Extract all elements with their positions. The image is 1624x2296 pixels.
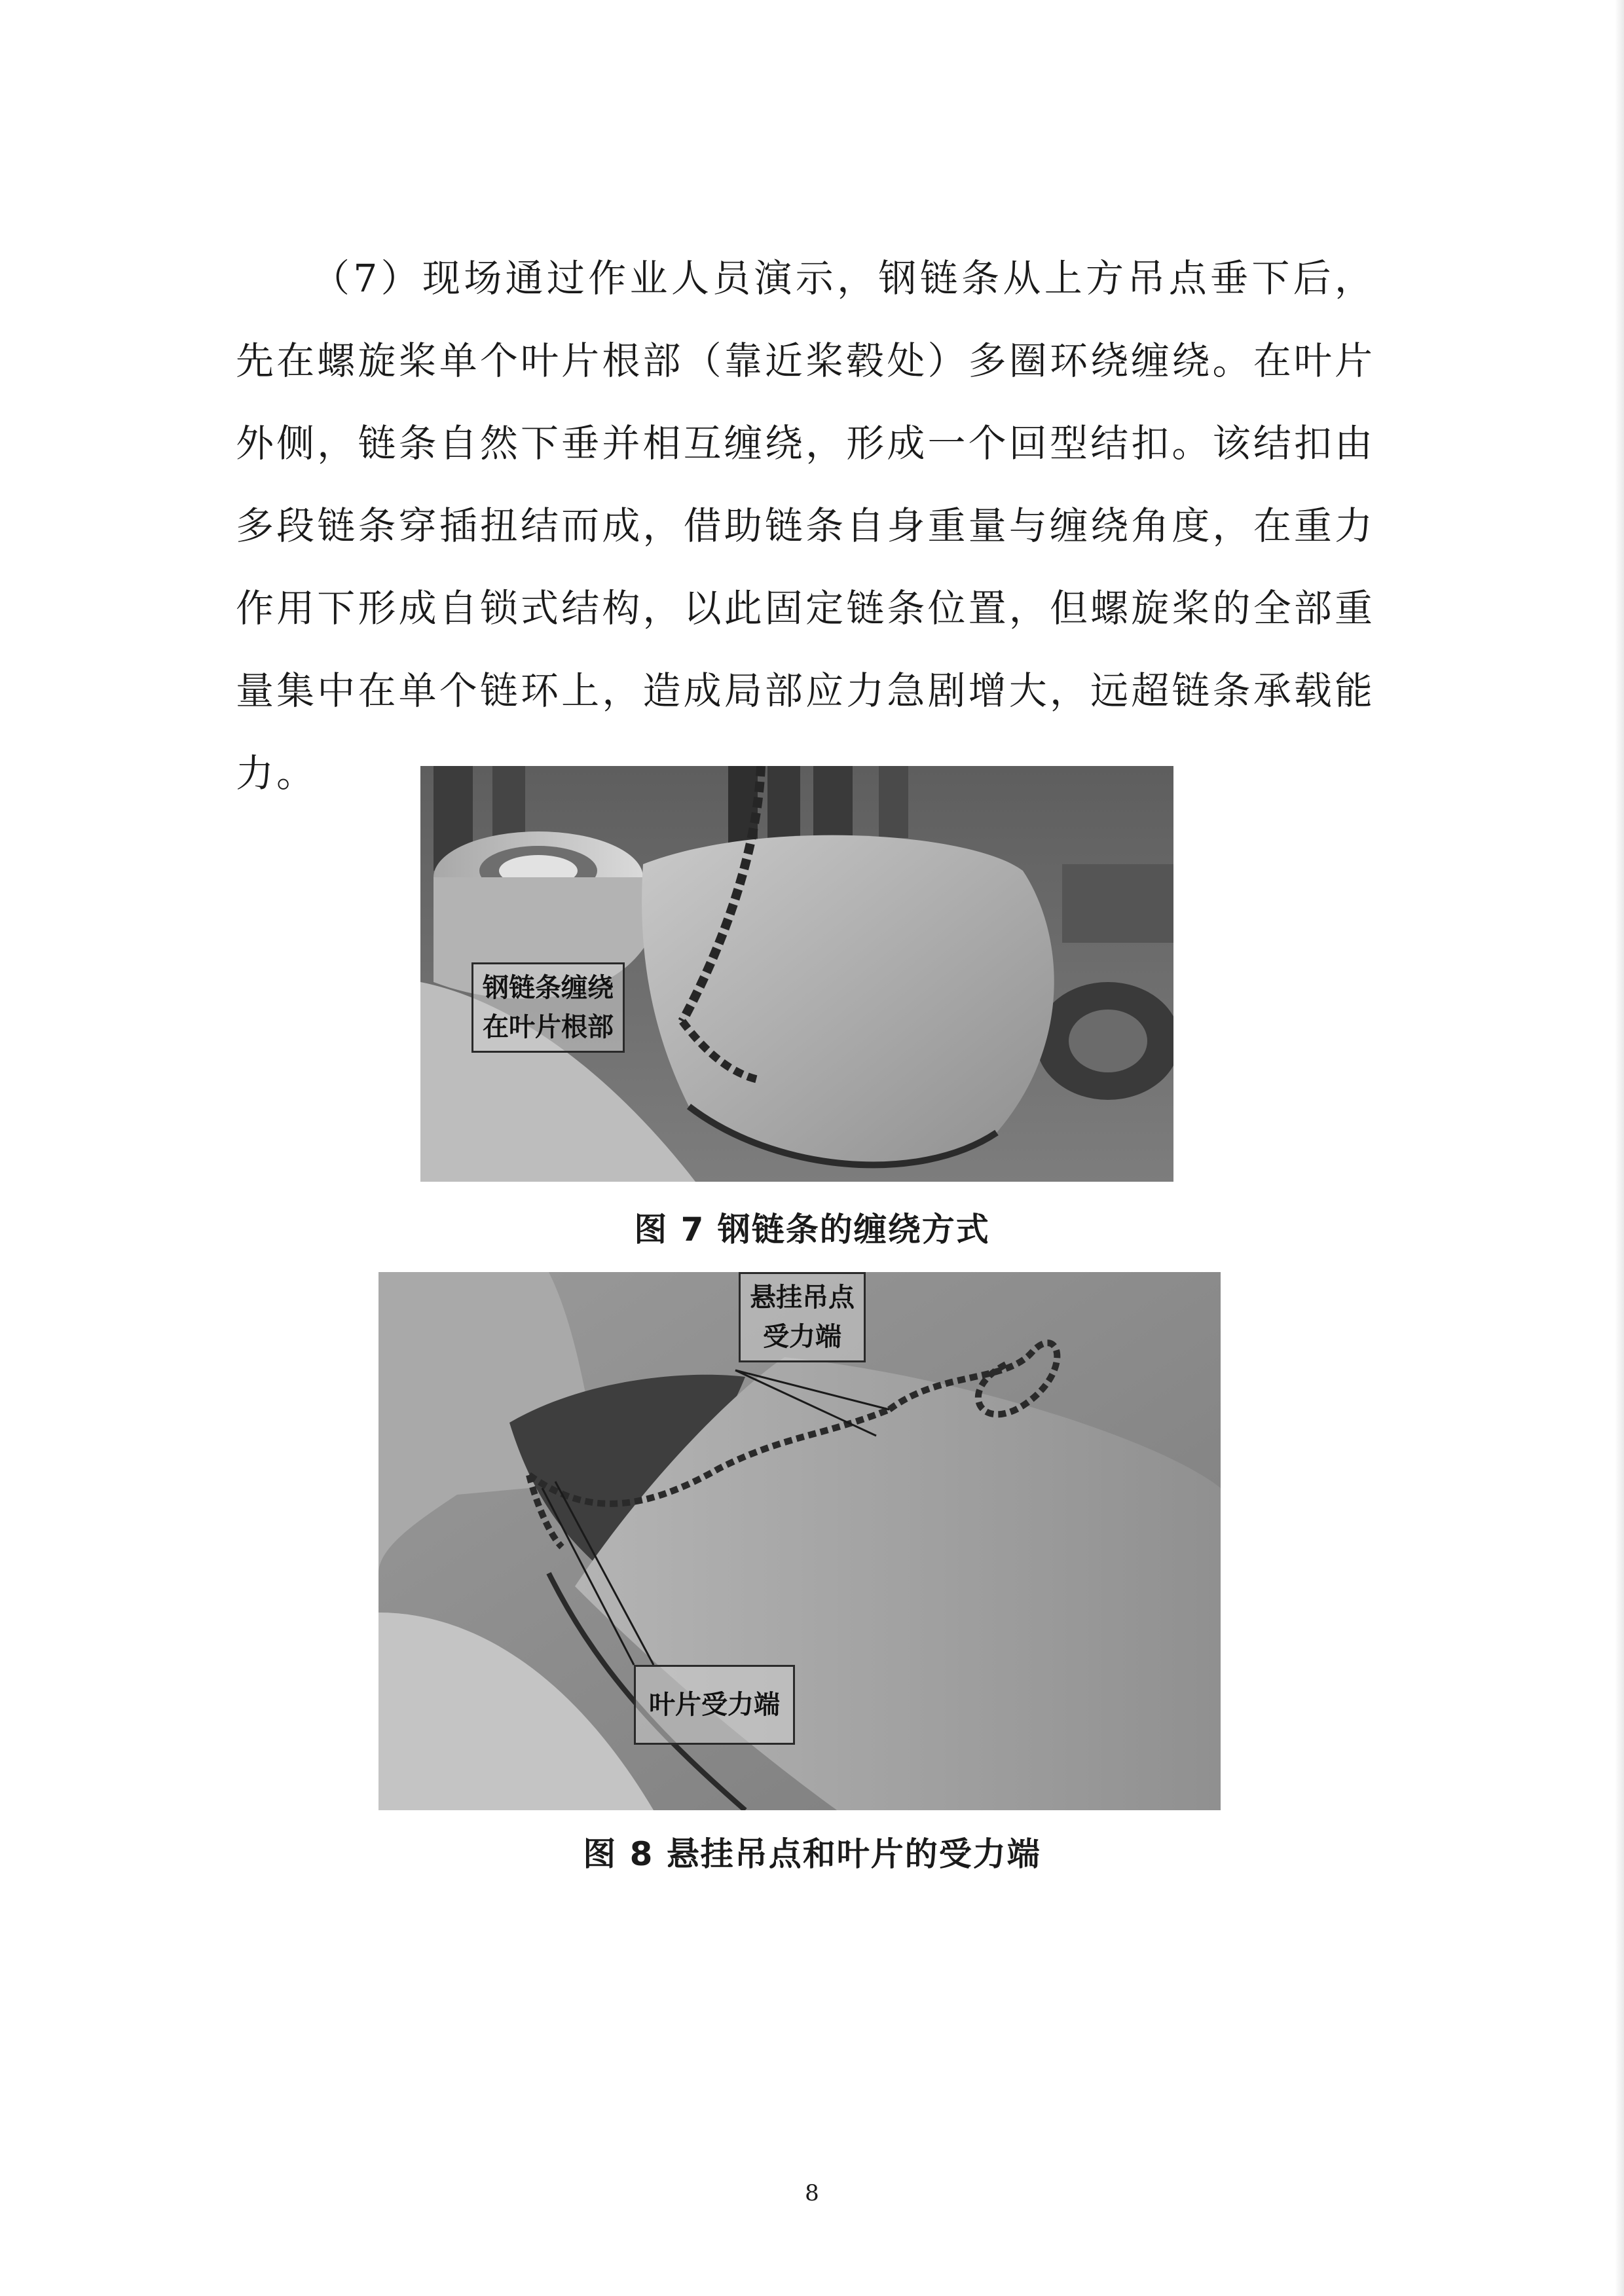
figure-8-caption: 图 8 悬挂吊点和叶片的受力端 — [583, 1835, 1041, 1873]
figure-7-caption: 图 7 钢链条的缠绕方式 — [634, 1211, 990, 1248]
figure-8-photo — [378, 1272, 1221, 1810]
page-number: 8 — [805, 2180, 819, 2206]
figure-7-callout — [471, 962, 625, 1053]
figure-7-callout-line-2: 在叶片根部 — [483, 1012, 614, 1042]
figure-8-callout-top — [739, 1272, 866, 1362]
page-edge-shadow — [1615, 0, 1624, 2296]
figure-8-callout-top-line-2: 受力端 — [763, 1322, 841, 1352]
body-paragraph: （7）现场通过作业人员演示，钢链条从上方吊点垂下后，先在螺旋桨单个叶片根部（靠近桨毂处）多圈环绕缠绕。在叶片外侧，链条自然下垂并相互缠绕，形成一个回型结扣。该结扣由多段链条穿插扭结而成，借助链条自身重量与缠绕角度，在重力作用下形成自锁式结构，以此固定链条位置，但螺旋桨的全部重量集中在单个链环上，造成局部应力急剧增大，远超链条承载能力。 — [236, 256, 1375, 795]
figure-8-callout-top-line-1: 悬挂吊点 — [750, 1283, 855, 1313]
figure-8-callout-bottom: 叶片受力端 — [634, 1665, 795, 1745]
figure-7-callout-line-1: 钢链条缠绕 — [483, 973, 614, 1003]
figure-7-photo — [420, 766, 1173, 1182]
